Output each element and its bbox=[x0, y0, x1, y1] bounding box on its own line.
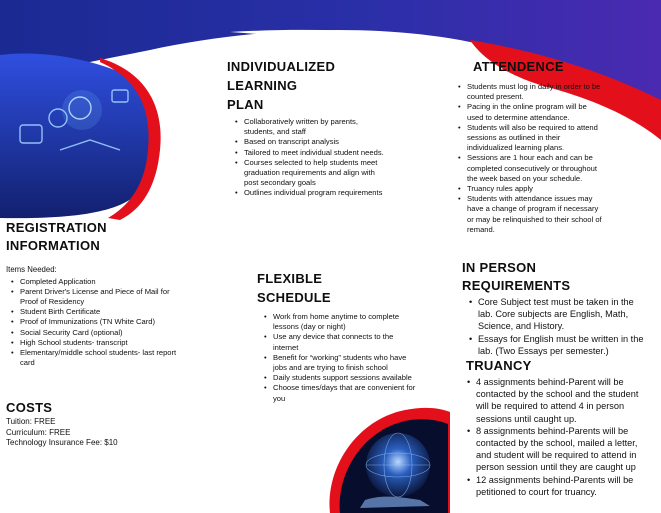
cost-tuition: Tuition: FREE bbox=[6, 417, 56, 426]
attendance-title: ATTENDENCE bbox=[473, 59, 564, 74]
ilp-title: INDIVIDUALIZED LEARNING PLAN bbox=[227, 59, 336, 112]
list-item: • Benefit for “working” students who have jobs and are trying to finish school bbox=[273, 353, 447, 373]
list-item: • Essays for English must be written in the lab. (Two Essays per semester.) bbox=[478, 333, 661, 357]
list-item: • Choose times/days that are convenient for you bbox=[273, 383, 447, 403]
list-item: • Students will also be required to attend sessions as outlined in their individualized learning plans. bbox=[467, 123, 660, 154]
registration-lead: Items Needed: bbox=[6, 265, 57, 274]
flexible-section bbox=[257, 269, 447, 404]
costs-section bbox=[6, 400, 221, 449]
list-item: • Courses selected to help students meet graduation requirements and align with post secondary goals bbox=[244, 158, 427, 189]
registration-title: REGISTRATION INFORMATION bbox=[6, 220, 107, 253]
list-item: • Student Birth Certificate bbox=[20, 307, 221, 317]
flexible-title: FLEXIBLE SCHEDULE bbox=[257, 271, 331, 305]
cost-curriculum: Curriculum: FREE bbox=[6, 427, 71, 437]
list-item: • Daily students support sessions available bbox=[273, 373, 447, 383]
inperson-list bbox=[478, 296, 661, 357]
list-item: • Tailored to meet individual student needs. bbox=[244, 148, 427, 158]
truancy-title: TRUANCY bbox=[466, 358, 532, 373]
list-item: • Use any device that connects to the internet bbox=[273, 332, 447, 352]
costs-lines bbox=[6, 417, 221, 449]
list-item: • Pacing in the online program will be used to determine attendance. bbox=[467, 102, 660, 122]
attendance-list bbox=[467, 82, 660, 235]
registration-section bbox=[6, 219, 221, 368]
list-item: • Core Subject test must be taken in the lab. Core subjects are English, Math, Science, and History. bbox=[478, 296, 661, 333]
list-item: • Work from home anytime to complete lessons (day or night) bbox=[273, 312, 447, 332]
list-item: • 4 assignments behind-Parent will be contacted by the school and the student will be required to attend 4 in person sessions until caught up. bbox=[476, 376, 661, 425]
truancy-list bbox=[476, 376, 661, 498]
list-item: • Students with attendance issues may have a change of program if necessary or may be relinquished to their school of remand. bbox=[467, 194, 660, 235]
inperson-title: IN PERSON REQUIREMENTS bbox=[462, 260, 571, 293]
list-item: • Truancy rules apply bbox=[467, 184, 660, 194]
list-item: • Outlines individual program requirements bbox=[244, 188, 427, 198]
truancy-section bbox=[466, 357, 661, 498]
list-item: • 12 assignments behind-Parents will be petitioned to court for truancy. bbox=[476, 474, 661, 498]
flexible-list bbox=[273, 312, 447, 404]
costs-title: COSTS bbox=[6, 400, 53, 415]
list-item: • High School students- transcript bbox=[20, 338, 221, 348]
list-item: • Parent Driver's License and Piece of Mail for Proof of Residency bbox=[20, 287, 221, 307]
list-item: • Sessions are 1 hour each and can be completed consecutively or throughout the week based on your schedule. bbox=[467, 153, 660, 184]
cost-technology: Technology Insurance Fee: $10 bbox=[6, 438, 118, 448]
list-item: • Elementary/middle school students- last report card bbox=[20, 348, 221, 368]
inperson-section bbox=[462, 259, 661, 357]
list-item: • Based on transcript analysis bbox=[244, 137, 427, 147]
list-item: • Completed Application bbox=[20, 277, 221, 287]
registration-list bbox=[20, 277, 221, 369]
ilp-list bbox=[244, 117, 427, 199]
list-item: • Proof of Immunizations (TN White Card) bbox=[20, 317, 221, 327]
list-item: • Collaboratively written by parents, students, and staff bbox=[244, 117, 427, 137]
list-item: • 8 assignments behind-Parents will be contacted by the school, mailed a letter, and student will be required to attend in person session until they are caught up bbox=[476, 425, 661, 474]
attendance-section bbox=[455, 59, 660, 235]
ilp-section bbox=[227, 57, 427, 199]
list-item: • Social Security Card (optional) bbox=[20, 328, 221, 338]
list-item: • Students must log in daily in order to be counted present. bbox=[467, 82, 660, 102]
